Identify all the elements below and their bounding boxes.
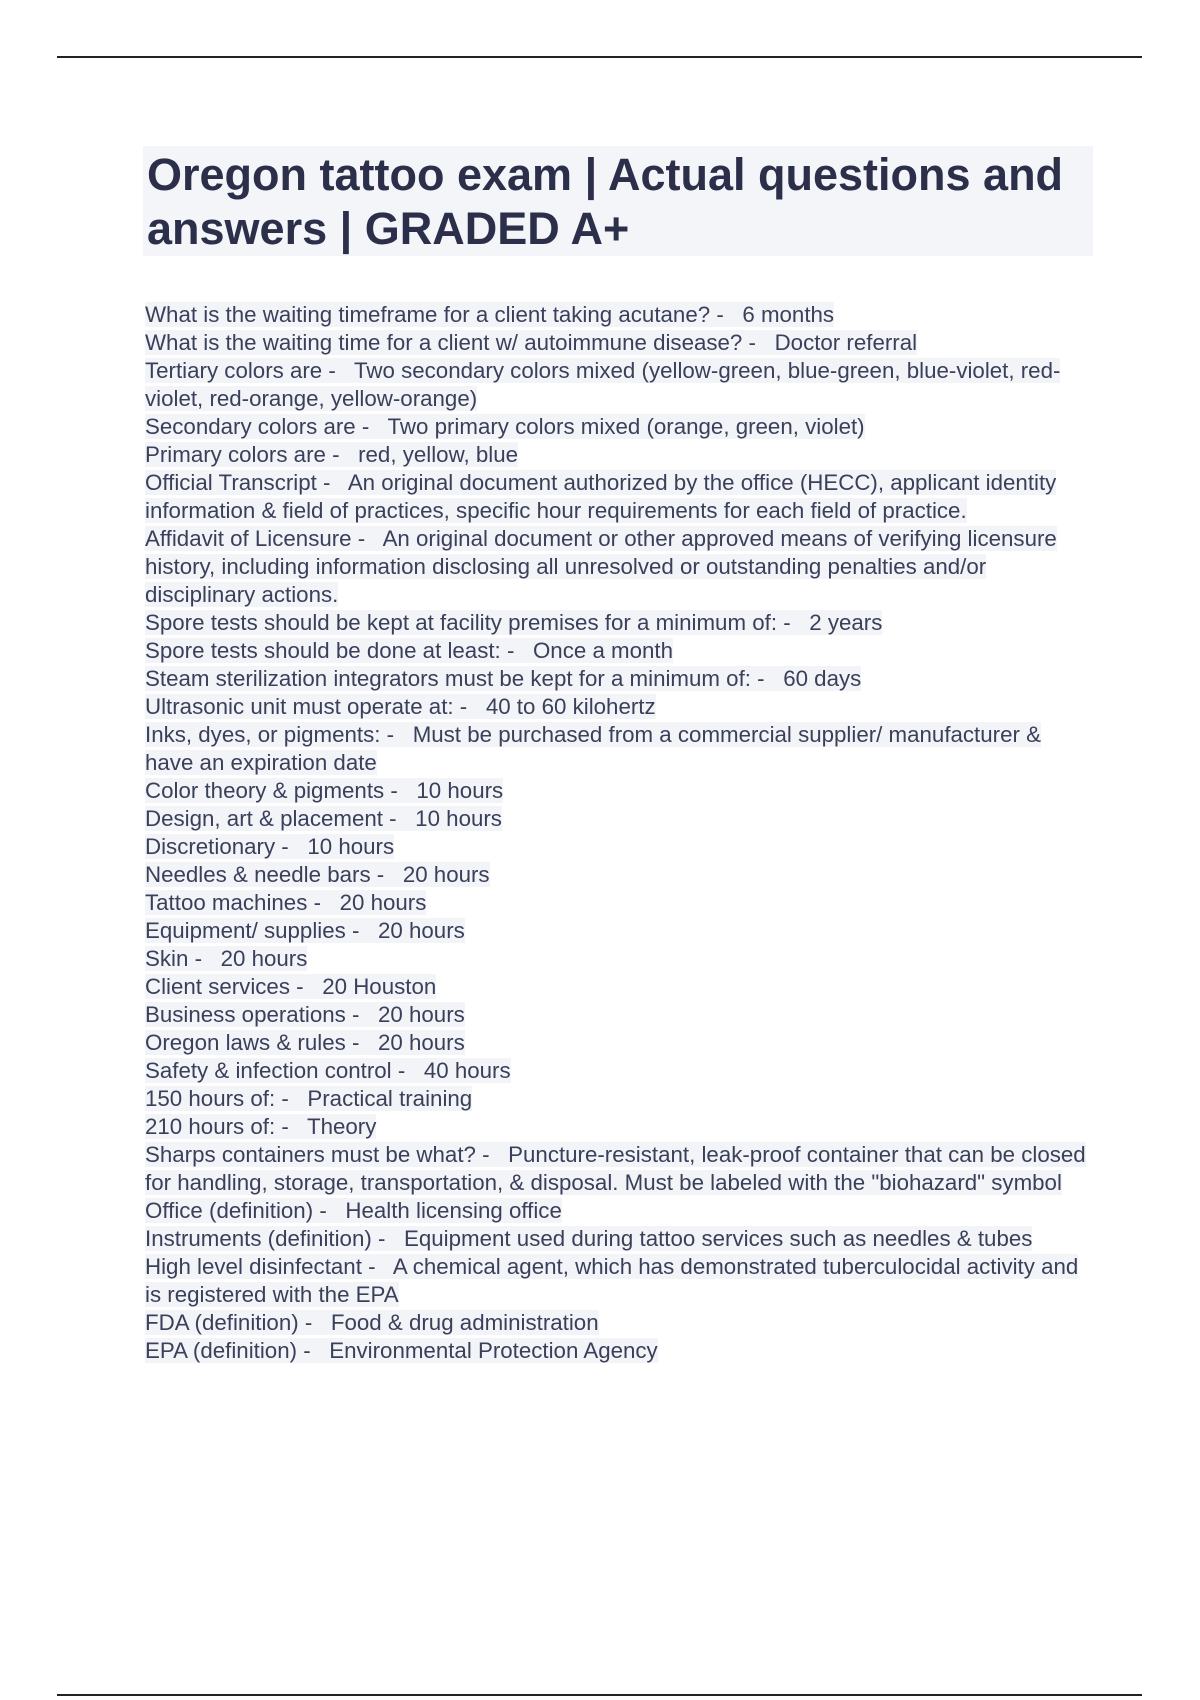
qa-separator: -	[475, 1142, 509, 1167]
answer-text: Food & drug administration	[330, 1310, 599, 1335]
answer-text: Two primary colors mixed (orange, green, violet)	[387, 414, 865, 439]
qa-item	[145, 1253, 1095, 1309]
qa-separator: -	[289, 974, 323, 999]
qa-separator: -	[351, 526, 383, 551]
qa-item	[145, 1141, 1095, 1197]
question-text: Inks, dyes, or pigments:	[145, 722, 381, 747]
qa-text	[145, 946, 307, 971]
question-text: What is the waiting timeframe for a client taking acutane?	[145, 302, 711, 327]
answer-text: Practical training	[307, 1086, 473, 1111]
question-text: Spore tests should be done at least:	[145, 638, 501, 663]
answer-text: Equipment used during tattoo services such as needles & tubes	[404, 1226, 1033, 1251]
qa-item	[145, 945, 1095, 973]
qa-separator: -	[777, 610, 810, 635]
qa-text	[145, 1142, 1086, 1195]
qa-text	[145, 1114, 376, 1139]
answer-text: 2 years	[809, 610, 883, 635]
qa-item	[145, 1337, 1095, 1365]
qa-separator: -	[380, 722, 413, 747]
answer-text: 60 days	[783, 666, 862, 691]
qa-separator: -	[453, 694, 486, 719]
answer-text: Once a month	[532, 638, 674, 663]
qa-item	[145, 1113, 1095, 1141]
qa-separator: -	[371, 1226, 404, 1251]
qa-separator: -	[275, 1114, 307, 1139]
question-text: Affidavit of Licensure	[145, 526, 352, 551]
qa-separator: -	[325, 442, 359, 467]
answer-text: A chemical agent, which has demonstrated tuberculocidal activity and is registered with the EPA	[145, 1254, 1079, 1307]
qa-separator: -	[710, 302, 743, 327]
qa-text	[145, 1086, 472, 1111]
question-text: Business operations	[145, 1002, 346, 1027]
answer-text: 20 Houston	[322, 974, 437, 999]
qa-item	[145, 441, 1095, 469]
answer-text: 10 hours	[416, 778, 504, 803]
qa-text	[145, 806, 502, 831]
qa-item	[145, 1057, 1095, 1085]
document-title: Oregon tattoo exam | Actual questions and answers | GRADED A+	[147, 149, 1064, 254]
qa-separator: -	[742, 330, 775, 355]
qa-separator: -	[345, 1002, 379, 1027]
answer-text: 6 months	[742, 302, 835, 327]
qa-list	[145, 301, 1095, 1365]
question-text: Client services	[145, 974, 290, 999]
qa-separator: -	[322, 358, 355, 383]
question-text: Needles & needle bars	[145, 862, 371, 887]
qa-item	[145, 469, 1095, 525]
answer-text: Health licensing office	[345, 1198, 562, 1223]
question-text: 210 hours of:	[145, 1114, 276, 1139]
qa-item	[145, 609, 1095, 637]
qa-item	[145, 777, 1095, 805]
qa-item	[145, 413, 1095, 441]
qa-text	[145, 1198, 562, 1223]
top-rule	[57, 56, 1142, 58]
qa-item	[145, 637, 1095, 665]
qa-text	[145, 1002, 465, 1027]
question-text: Skin	[145, 946, 189, 971]
qa-separator: -	[370, 862, 403, 887]
answer-text: Theory	[306, 1114, 377, 1139]
answer-text: 40 to 60 kilohertz	[485, 694, 656, 719]
qa-separator: -	[298, 1310, 331, 1335]
qa-item	[145, 1197, 1095, 1225]
qa-text	[145, 1058, 511, 1083]
question-text: High level disinfectant	[145, 1254, 362, 1279]
qa-separator: -	[384, 778, 417, 803]
qa-separator: -	[307, 890, 340, 915]
qa-text	[145, 890, 426, 915]
question-text: Primary colors are	[145, 442, 326, 467]
qa-text	[145, 1310, 599, 1335]
qa-item	[145, 1001, 1095, 1029]
answer-text: An original document authorized by the office (HECC), applicant identity information & field of practices, specific hour requirements for each field of practice.	[145, 470, 1057, 523]
answer-text: Puncture-resistant, leak-proof container that can be closed for handling, storage, transportation, & disposal. Must be labeled with the "biohazard" symbol	[145, 1142, 1086, 1195]
bottom-rule	[57, 1694, 1142, 1696]
qa-separator: -	[313, 1198, 346, 1223]
qa-text	[145, 610, 882, 635]
answer-text: 20 hours	[378, 918, 465, 943]
question-text: Design, art & placement	[145, 806, 383, 831]
qa-separator: -	[188, 946, 221, 971]
answer-text: Environmental Protection Agency	[329, 1338, 658, 1363]
qa-separator: -	[750, 666, 784, 691]
question-text: 150 hours of:	[145, 1086, 276, 1111]
question-text: Steam sterilization integrators must be kept for a minimum of:	[145, 666, 751, 691]
question-text: Tertiary colors are	[145, 358, 323, 383]
qa-item	[145, 1029, 1095, 1057]
qa-item	[145, 721, 1095, 777]
qa-item	[145, 1309, 1095, 1337]
qa-text	[145, 358, 1060, 411]
answer-text: An original document or other approved means of verifying licensure history, including information disclosing all unresolved or outstanding penalties and/or disciplinary actions.	[145, 526, 1057, 607]
qa-text	[145, 974, 436, 999]
answer-text: red, yellow, blue	[358, 442, 518, 467]
answer-text: 20 hours	[378, 1002, 465, 1027]
qa-item	[145, 1225, 1095, 1253]
qa-separator: -	[500, 638, 533, 663]
qa-text	[145, 918, 465, 943]
question-text: Sharps containers must be what?	[145, 1142, 476, 1167]
qa-separator: -	[275, 1086, 308, 1111]
answer-text: 40 hours	[423, 1058, 511, 1083]
answer-text: 10 hours	[307, 834, 395, 859]
qa-text	[145, 694, 656, 719]
qa-separator: -	[345, 1030, 378, 1055]
answer-text: 20 hours	[377, 1030, 465, 1055]
qa-text	[145, 330, 917, 355]
title-banner	[143, 146, 1093, 256]
qa-text	[145, 442, 518, 467]
qa-text	[145, 414, 865, 439]
qa-text	[145, 302, 834, 327]
question-text: Secondary colors are	[145, 414, 356, 439]
qa-separator: -	[297, 1338, 330, 1363]
question-text: Tattoo machines	[145, 890, 308, 915]
qa-text	[145, 470, 1056, 523]
answer-text: 20 hours	[339, 890, 427, 915]
qa-separator: -	[345, 918, 379, 943]
qa-text	[145, 862, 490, 887]
qa-item	[145, 693, 1095, 721]
qa-item	[145, 1085, 1095, 1113]
question-text: Discretionary	[145, 834, 276, 859]
question-text: Safety & infection control	[145, 1058, 392, 1083]
answer-text: Must be purchased from a commercial supplier/ manufacturer & have an expiration date	[145, 722, 1041, 775]
question-text: What is the waiting time for a client w/ autoimmune disease?	[145, 330, 743, 355]
qa-text	[145, 834, 394, 859]
qa-item	[145, 357, 1095, 413]
qa-text	[145, 1226, 1032, 1251]
qa-text	[145, 666, 861, 691]
question-text: Instruments (definition)	[145, 1226, 372, 1251]
question-text: Office (definition)	[145, 1198, 314, 1223]
answer-text: 20 hours	[402, 862, 490, 887]
qa-item	[145, 665, 1095, 693]
question-text: Oregon laws & rules	[145, 1030, 346, 1055]
qa-item	[145, 525, 1095, 609]
qa-item	[145, 329, 1095, 357]
qa-item	[145, 973, 1095, 1001]
question-text: Color theory & pigments	[145, 778, 385, 803]
question-text: Equipment/ supplies	[145, 918, 346, 943]
qa-item	[145, 301, 1095, 329]
question-text: Ultrasonic unit must operate at:	[145, 694, 454, 719]
qa-text	[145, 778, 503, 803]
qa-item	[145, 889, 1095, 917]
qa-separator: -	[361, 1254, 393, 1279]
answer-text: Doctor referral	[774, 330, 918, 355]
question-text: FDA (definition)	[145, 1310, 299, 1335]
qa-text	[145, 526, 1057, 607]
question-text: Spore tests should be kept at facility premises for a minimum of:	[145, 610, 778, 635]
answer-text: 10 hours	[415, 806, 502, 831]
qa-item	[145, 833, 1095, 861]
qa-text	[145, 638, 673, 663]
qa-text	[145, 1254, 1078, 1307]
qa-item	[145, 861, 1095, 889]
qa-text	[145, 1338, 658, 1363]
qa-text	[145, 722, 1041, 775]
answer-text: 20 hours	[220, 946, 308, 971]
question-text: Official Transcript	[145, 470, 317, 495]
qa-separator: -	[382, 806, 416, 831]
qa-separator: -	[355, 414, 388, 439]
qa-separator: -	[275, 834, 308, 859]
qa-item	[145, 917, 1095, 945]
qa-item	[145, 805, 1095, 833]
qa-text	[145, 1030, 465, 1055]
answer-text: Two secondary colors mixed (yellow-green, blue-green, blue-violet, red-violet, red-orange, yellow-orange)	[145, 358, 1061, 411]
qa-separator: -	[391, 1058, 424, 1083]
qa-separator: -	[316, 470, 348, 495]
question-text: EPA (definition)	[145, 1338, 298, 1363]
